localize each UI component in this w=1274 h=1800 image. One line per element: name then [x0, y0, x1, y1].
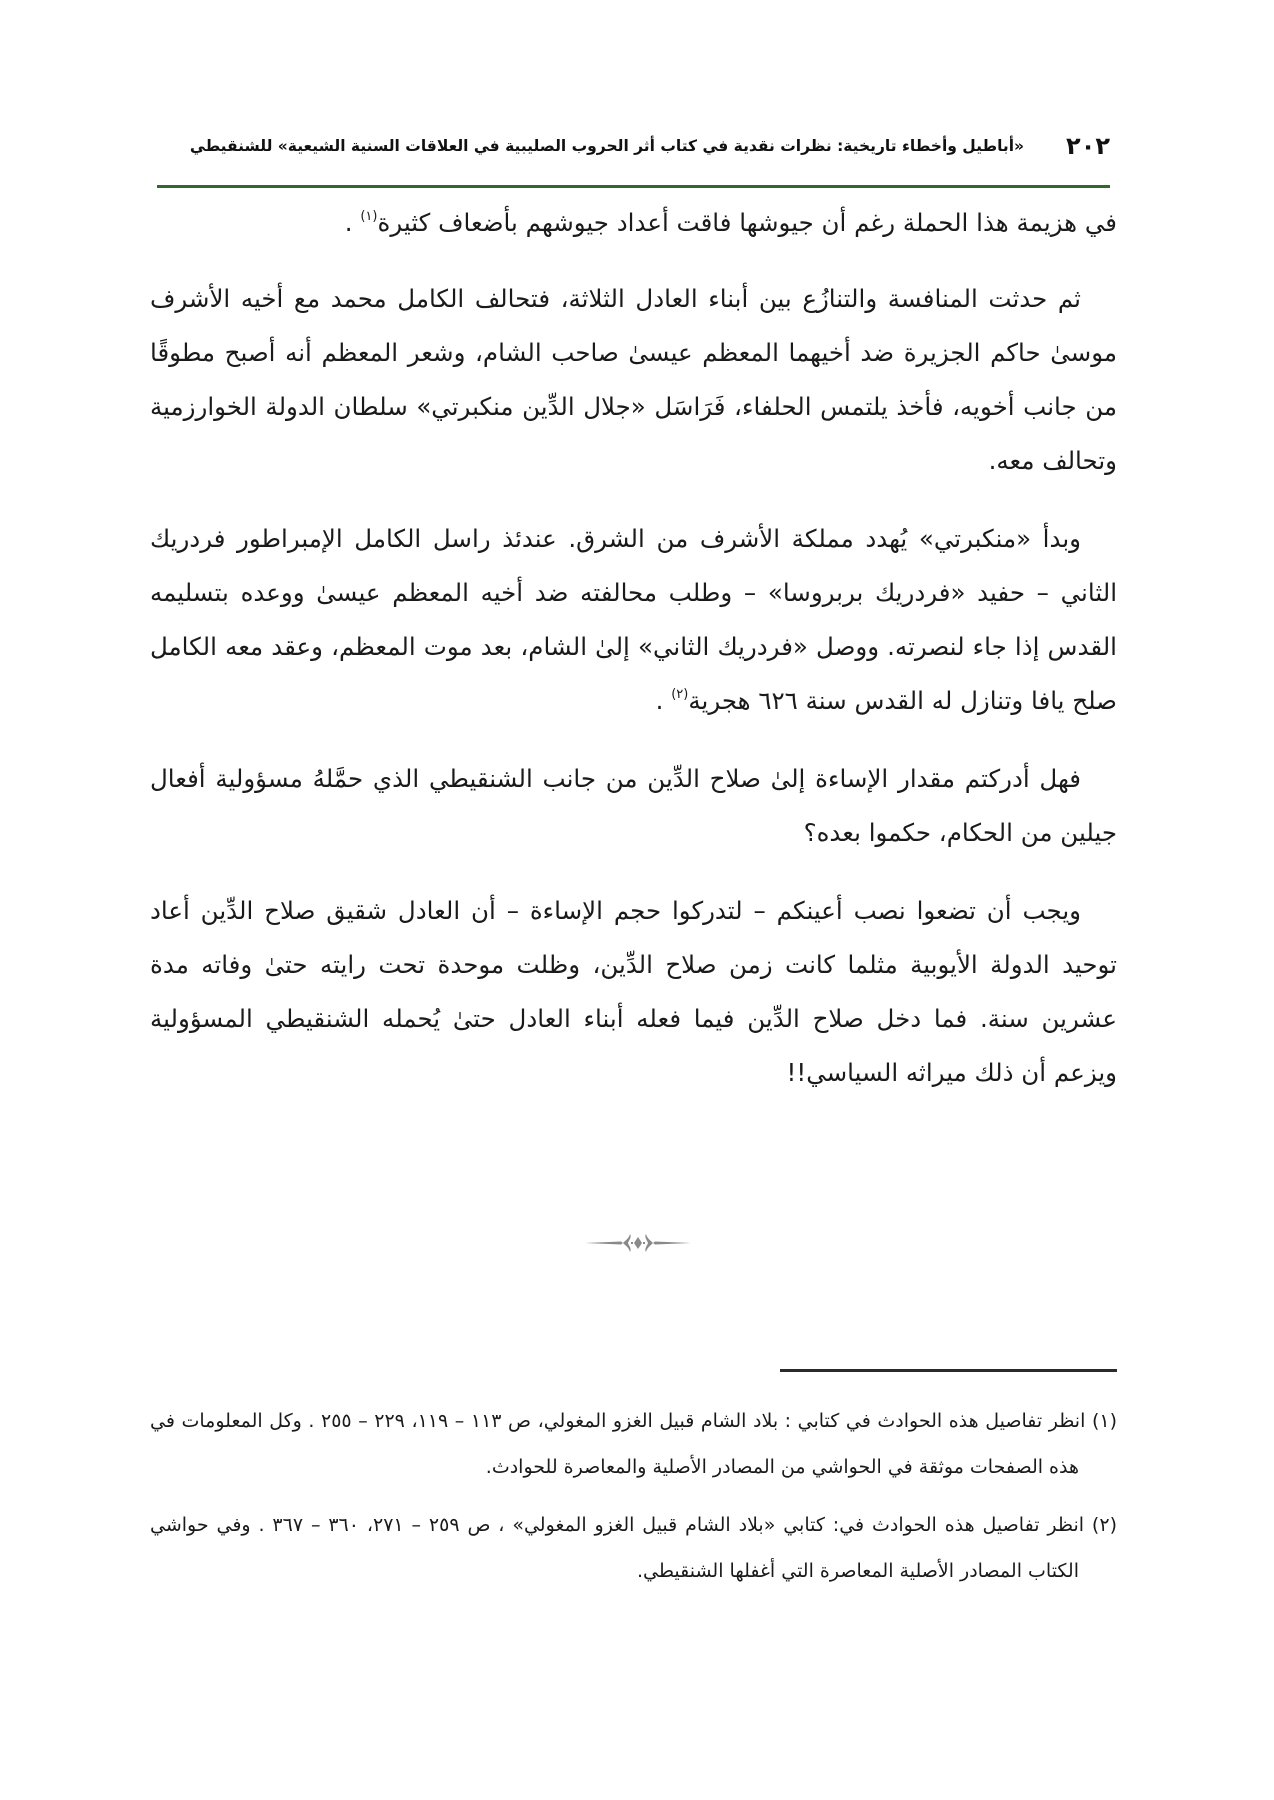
- paragraph: ويجب أن تضعوا نصب أعينكم – لتدركوا حجم الإساءة – أن العادل شقيق صلاح الدِّين أعاد توحيد الدولة الأيوبية مثلما كانت زمن صلاح الدِّين، وظلت موحدة تحت رايته حتىٰ وفاته مدة عشرين سنة. فما دخل صلاح الدِّين فيما فعله أبناء العادل حتىٰ يُحمله الشنقيطي المسؤولية ويزعم أن ذلك ميراثه السياسي!!: [150, 896, 1117, 1087]
- paragraph-tail: .: [655, 686, 672, 715]
- header-rule: [157, 185, 1110, 188]
- section-end-ornament-icon: [583, 1230, 693, 1256]
- footnote-text: انظر تفاصيل هذه الحوادث في: كتابي «بلاد الشام قبيل الغزو المغولي» ، ص ٢٥٩ – ٢٧١، ٣٦٠ – ٣٦٧ . وفي حواشي الكتاب المصادر الأصلية المعاصرة التي أغفلها الشنقيطي.: [150, 1514, 1085, 1582]
- footnote-separator: [780, 1369, 1117, 1372]
- paragraph-tail: .: [344, 208, 361, 237]
- paragraph-text: وبدأ «منكبرتي» يُهدد مملكة الأشرف من الشرق. عندئذ راسل الكامل الإمبراطور فردريك الثاني – حفيد «فردريك بربروسا» – وطلب محالفته ضد أخيه المعظم عيسىٰ ووعده بتسليمه القدس إذا جاء لنصرته. ووصل «فردريك الثاني» إلىٰ الشام، بعد موت المعظم، وعقد معه الكامل صلح يافا وتنازل له القدس سنة ٦٢٦ هجرية: [150, 524, 1117, 715]
- body-text: [150, 196, 1117, 1124]
- footnote-1: [150, 1398, 1117, 1490]
- page-number: ٢٠٢: [1066, 132, 1110, 160]
- running-header: [157, 120, 1110, 172]
- footnote-text: انظر تفاصيل هذه الحوادث في كتابي : بلاد الشام قبيل الغزو المغولي، ص ١١٣ – ١١٩، ٢٢٩ – ٢٥٥ . وكل المعلومات في هذه الصفحات موثقة في الحواشي من المصادر الأصلية والمعاصرة للحوادث.: [150, 1410, 1086, 1478]
- footnote-2: [150, 1502, 1117, 1594]
- paragraph: فهل أدركتم مقدار الإساءة إلىٰ صلاح الدِّين من جانب الشنقيطي الذي حمَّلهُ مسؤولية أفعال جيلين من الحكام، حكموا بعده؟: [150, 764, 1117, 847]
- footnote-ref-1[interactable]: (١): [360, 209, 378, 224]
- paragraph: ثم حدثت المنافسة والتنازُع بين أبناء العادل الثلاثة، فتحالف الكامل محمد مع أخيه الأشرف موسىٰ حاكم الجزيرة ضد أخيهما المعظم عيسىٰ صاحب الشام، وشعر المعظم أنه أصبح مطوقًا من جانب أخويه، فأخذ يلتمس الحلفاء، فَرَاسَل «جلال الدِّين منكبرتي» سلطان الدولة الخوارزمية وتحالف معه.: [150, 284, 1117, 475]
- running-title: «أباطيل وأخطاء تاريخية: نظرات نقدية في كتاب أثر الحروب الصليبية في العلاقات السنية الشيعية» للشنقيطي: [189, 137, 1025, 155]
- footnotes: [150, 1398, 1117, 1606]
- paragraph-text: في هزيمة هذا الحملة رغم أن جيوشها فاقت أعداد جيوشهم بأضعاف كثيرة: [377, 208, 1117, 237]
- footnote-number: (١): [1091, 1410, 1118, 1432]
- footnote-ref-2[interactable]: (٢): [671, 687, 689, 702]
- paragraph: [150, 512, 1117, 728]
- paragraph-continuation: [150, 196, 1117, 250]
- footnote-number: (٢): [1091, 1514, 1117, 1536]
